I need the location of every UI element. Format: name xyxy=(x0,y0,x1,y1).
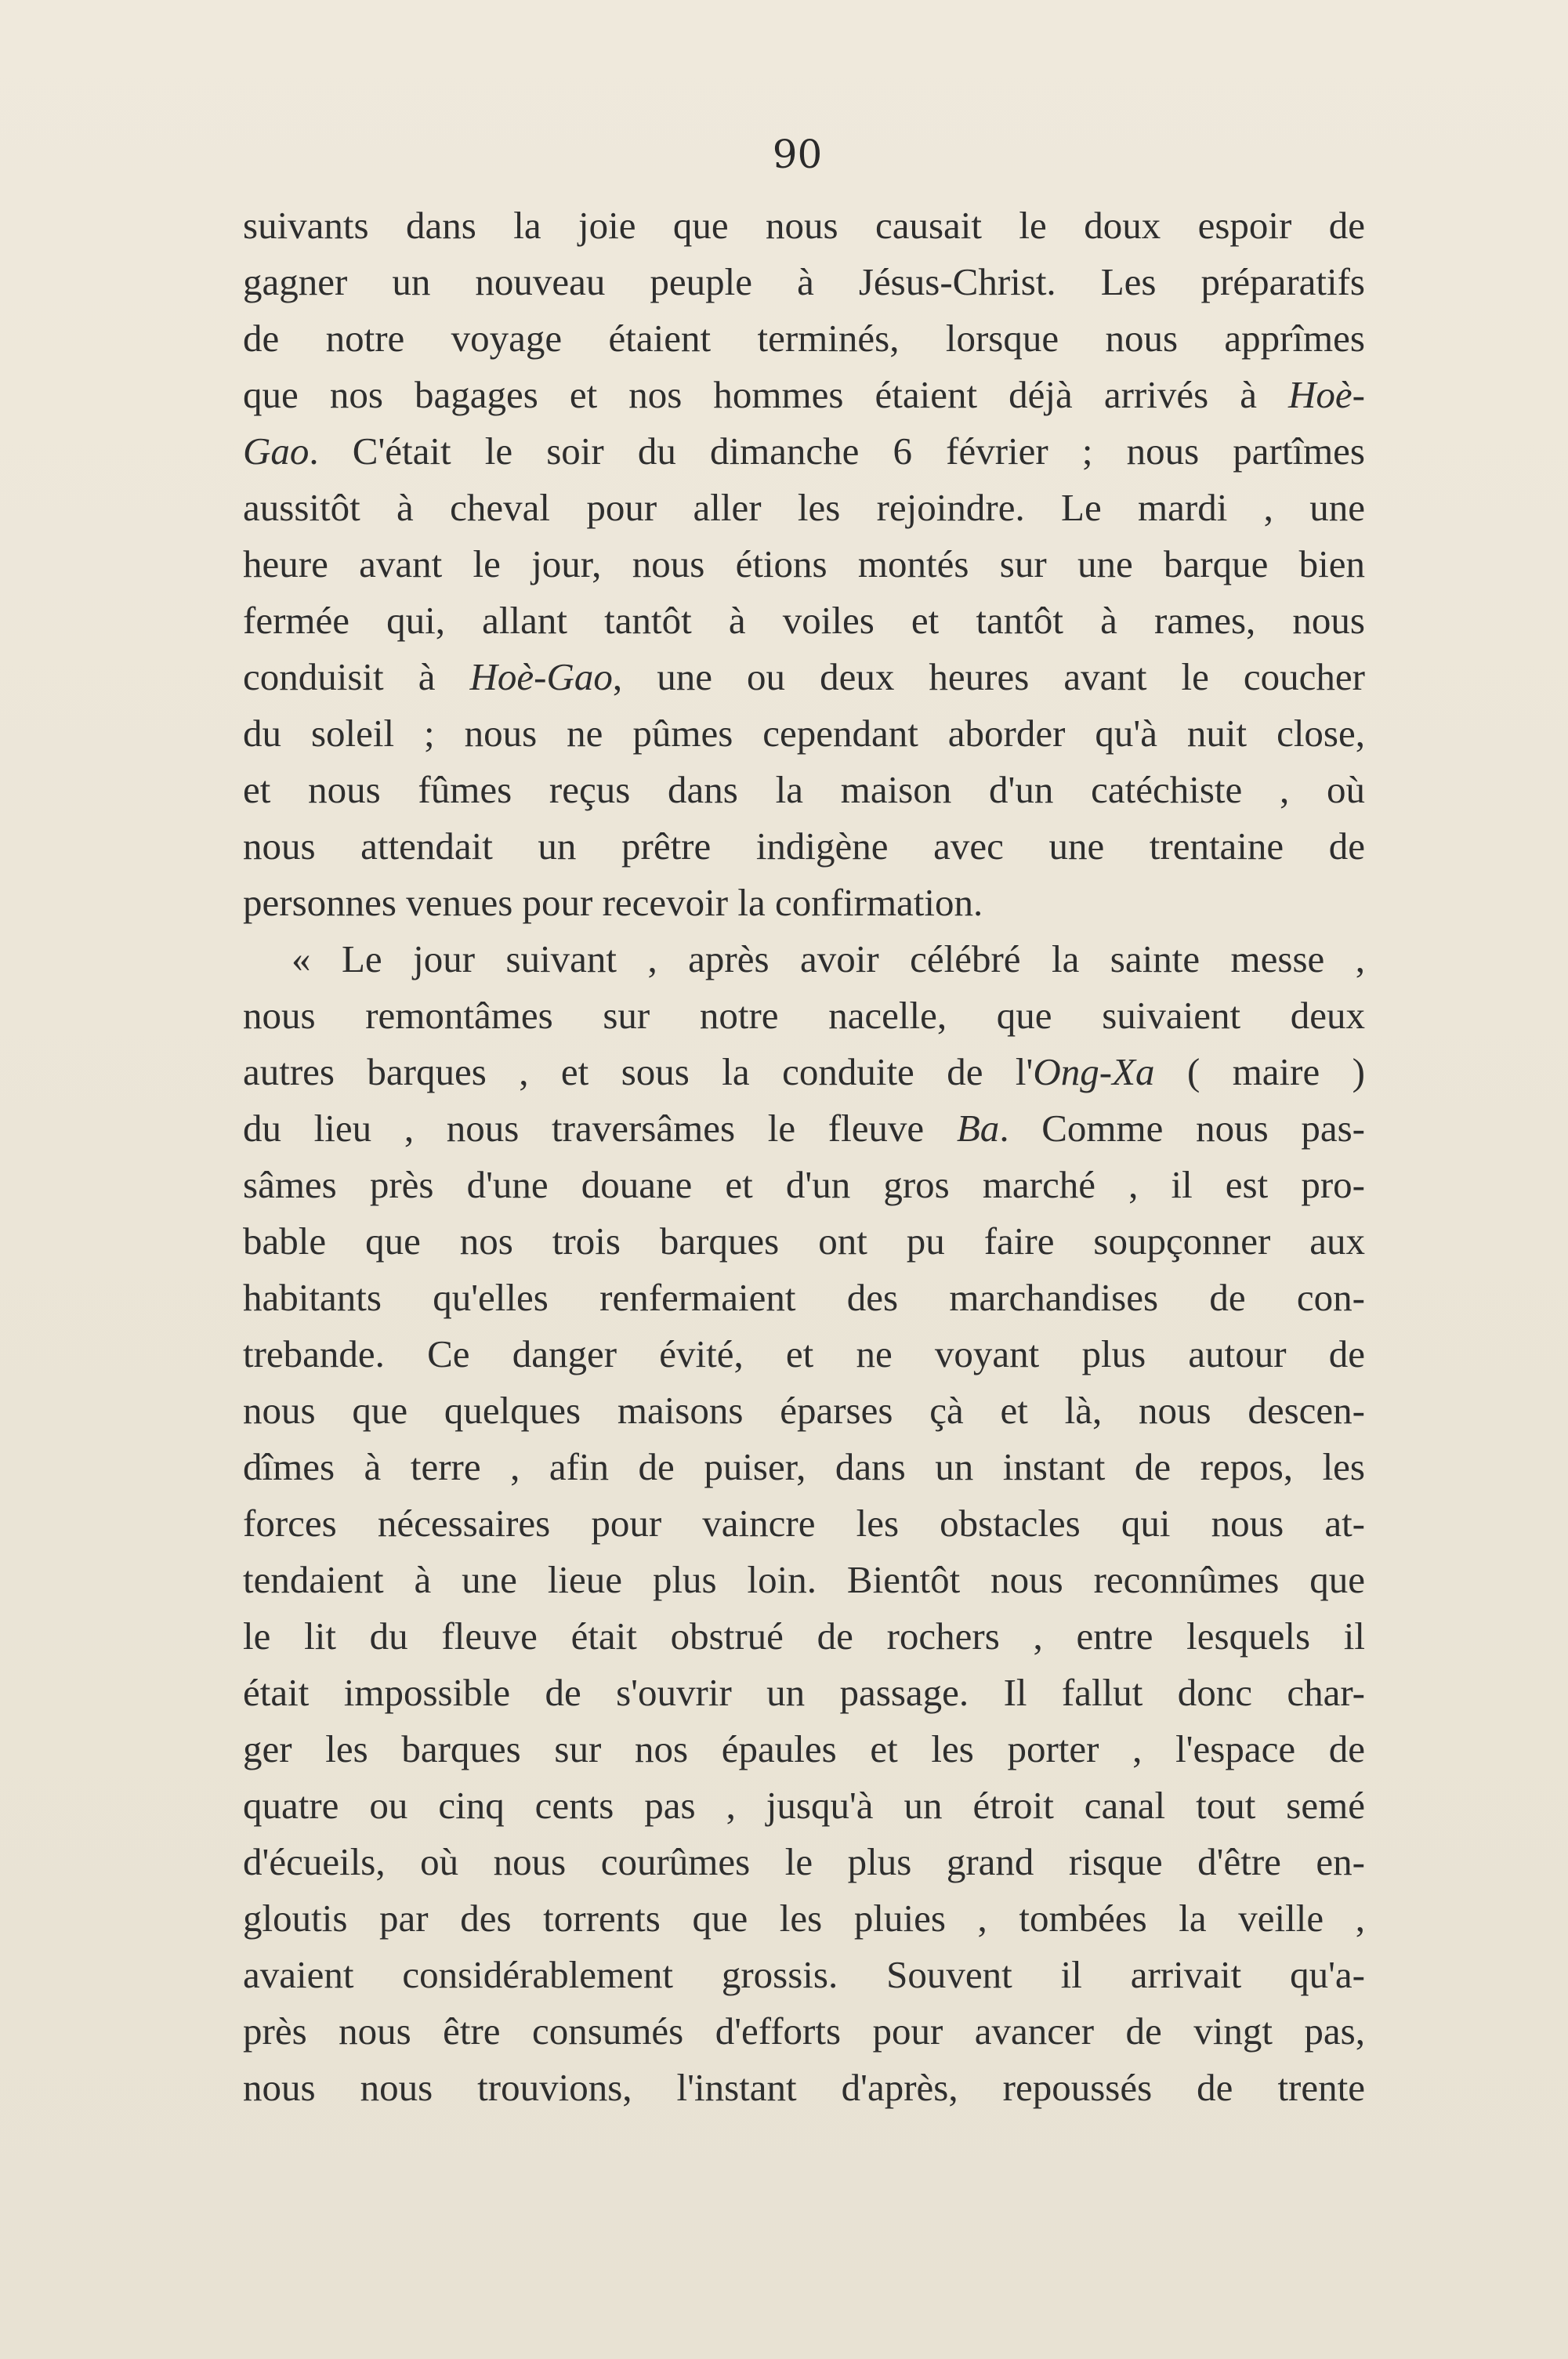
text-run: , une ou deux heures avant le coucher xyxy=(612,655,1365,698)
text-run: conduisit à xyxy=(243,655,470,698)
text-line: heure avant le jour, nous étions montés sur une barque bien xyxy=(243,542,1365,585)
text-line: était impossible de s'ouvrir un passage. Il fallut donc char- xyxy=(243,1671,1365,1714)
text-line: fermée qui, allant tantôt à voiles et tantôt à rames, nous xyxy=(243,599,1365,642)
place-name-italic: Hoè-Gao xyxy=(469,655,613,698)
text-run: . C'était le soir du dimanche 6 février ; nous partîmes xyxy=(309,429,1365,473)
page-number: 90 xyxy=(772,132,823,177)
text-run: . Comme nous pas- xyxy=(999,1107,1365,1150)
text-line: gagner un nouveau peuple à Jésus-Christ. Les préparatifs xyxy=(243,260,1365,303)
text-line xyxy=(243,1044,1365,1100)
text-line: nous nous trouvions, l'instant d'après, repoussés de trente xyxy=(243,2066,1365,2109)
text-line: avaient considérablement grossis. Souvent il arrivait qu'a- xyxy=(243,1953,1365,1996)
text-run: autres barques , et sous la conduite de l' xyxy=(243,1050,1034,1093)
text-line: quatre ou cinq cents pas , jusqu'à un étroit canal tout semé xyxy=(243,1784,1365,1827)
text-run: du lieu , nous traversâmes le fleuve xyxy=(243,1107,957,1150)
text-line: suivants dans la joie que nous causait le doux espoir de xyxy=(243,204,1365,247)
text-line: ger les barques sur nos épaules et les porter , l'espace de xyxy=(243,1727,1365,1770)
text-line: nous remontâmes sur notre nacelle, que suivaient deux xyxy=(243,994,1365,1037)
text-line xyxy=(243,1100,1365,1157)
place-name-italic: Gao xyxy=(243,429,310,473)
text-line xyxy=(243,649,1365,705)
title-italic: Ong-Xa xyxy=(1033,1050,1155,1093)
text-line: personnes venues pour recevoir la confirmation. xyxy=(243,881,983,924)
text-line: gloutis par des torrents que les pluies , tombées la veille , xyxy=(243,1897,1365,1940)
text-line: habitants qu'elles renfermaient des marchandises de con- xyxy=(243,1276,1365,1319)
text-line: du soleil ; nous ne pûmes cependant aborder qu'à nuit close, xyxy=(243,712,1365,755)
text-line: le lit du fleuve était obstrué de rochers , entre lesquels il xyxy=(243,1614,1365,1658)
text-line: tendaient à une lieue plus loin. Bientôt nous reconnûmes que xyxy=(243,1558,1365,1601)
text-run: que nos bagages et nos hommes étaient déjà arrivés à xyxy=(243,373,1289,416)
text-line: de notre voyage étaient terminés, lorsque nous apprîmes xyxy=(243,317,1365,360)
text-line: trebande. Ce danger évité, et ne voyant plus autour de xyxy=(243,1332,1365,1375)
place-name-italic: Hoè- xyxy=(1288,373,1365,416)
text-line: bable que nos trois barques ont pu faire soupçonner aux xyxy=(243,1219,1365,1263)
river-name-italic: Ba xyxy=(956,1107,1000,1150)
text-line: et nous fûmes reçus dans la maison d'un catéchiste , où xyxy=(243,768,1365,811)
body-text xyxy=(243,197,1365,2116)
text-line xyxy=(243,423,1365,480)
text-line: « Le jour suivant , après avoir célébré la sainte messe , xyxy=(292,937,1365,980)
text-line xyxy=(243,367,1365,423)
text-line: nous attendait un prêtre indigène avec une trentaine de xyxy=(243,824,1365,868)
text-line: sâmes près d'une douane et d'un gros marché , il est pro- xyxy=(243,1163,1365,1206)
text-run: ( maire ) xyxy=(1154,1050,1365,1093)
text-line: dîmes à terre , afin de puiser, dans un instant de repos, les xyxy=(243,1445,1365,1488)
text-line: forces nécessaires pour vaincre les obstacles qui nous at- xyxy=(243,1502,1365,1545)
text-line: aussitôt à cheval pour aller les rejoindre. Le mardi , une xyxy=(243,486,1365,529)
text-line: d'écueils, où nous courûmes le plus grand risque d'être en- xyxy=(243,1840,1365,1883)
text-line: nous que quelques maisons éparses çà et là, nous descen- xyxy=(243,1389,1365,1432)
text-line: près nous être consumés d'efforts pour avancer de vingt pas, xyxy=(243,2009,1365,2053)
